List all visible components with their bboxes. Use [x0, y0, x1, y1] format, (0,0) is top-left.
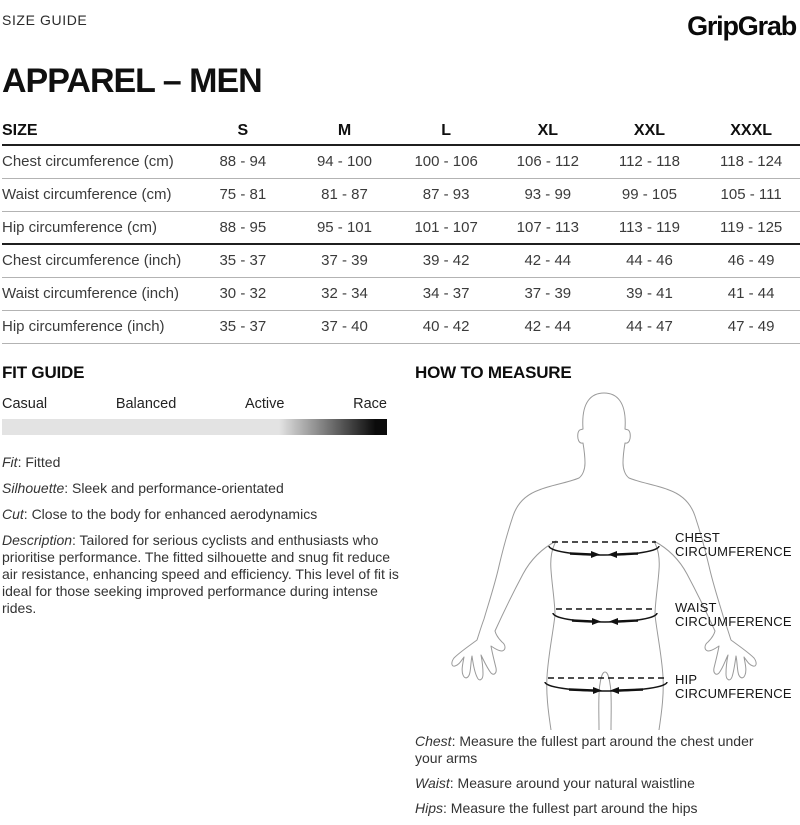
hip-circumference-label — [675, 673, 800, 702]
waist-measure-ellipse — [553, 609, 657, 625]
row-label: Waist circumference (cm) — [2, 178, 192, 211]
size-column-xxxl: XXXL — [700, 118, 800, 145]
fit-scale-label-active: Active — [244, 395, 285, 412]
table-row — [2, 244, 800, 277]
fit-guide-section — [2, 363, 402, 825]
size-value-cell: 88 - 95 — [192, 211, 294, 244]
size-value-cell: 37 - 39 — [294, 244, 396, 277]
chest-circumference-label — [675, 531, 800, 560]
row-label: Chest circumference (inch) — [2, 244, 192, 277]
measurement-instructions — [415, 733, 775, 817]
size-column-s: S — [192, 118, 294, 145]
size-value-cell: 88 - 94 — [192, 145, 294, 178]
size-value-cell: 40 - 42 — [395, 310, 497, 343]
size-column-xl: XL — [497, 118, 599, 145]
size-value-cell: 46 - 49 — [700, 244, 800, 277]
size-guide-table — [2, 118, 800, 344]
size-value-cell: 47 - 49 — [700, 310, 800, 343]
size-value-cell: 34 - 37 — [395, 277, 497, 310]
fit-scale-labels — [2, 396, 387, 412]
size-value-cell: 99 - 105 — [599, 178, 701, 211]
row-label: Waist circumference (inch) — [2, 277, 192, 310]
fit-attribute-label: Description — [2, 531, 73, 548]
size-value-cell: 100 - 106 — [395, 145, 497, 178]
row-label: Hip circumference (cm) — [2, 211, 192, 244]
size-column-xxl: XXL — [599, 118, 701, 145]
size-value-cell: 95 - 101 — [294, 211, 396, 244]
hip-circumference-label-line1: HIP — [675, 671, 698, 687]
fit-attributes — [2, 454, 402, 617]
measure-instruction-label: Chest — [415, 732, 452, 749]
size-value-cell: 37 - 40 — [294, 310, 396, 343]
table-row — [2, 277, 800, 310]
size-value-cell: 105 - 111 — [700, 178, 800, 211]
fit-guide-heading: FIT GUIDE — [2, 362, 85, 382]
page-header — [2, 10, 798, 52]
row-label: Hip circumference (inch) — [2, 310, 192, 343]
hip-circumference-label-line2: CIRCUMFERENCE — [675, 686, 792, 701]
breadcrumb: SIZE GUIDE — [2, 12, 88, 28]
fit-attribute: Fit: Fitted — [2, 453, 61, 470]
size-value-cell: 39 - 41 — [599, 277, 701, 310]
size-value-cell: 32 - 34 — [294, 277, 396, 310]
size-value-cell: 30 - 32 — [192, 277, 294, 310]
fit-attribute: Silhouette: Sleek and performance-orientated — [2, 479, 284, 496]
size-value-cell: 118 - 124 — [700, 145, 800, 178]
page-title: APPAREL – MEN — [2, 62, 262, 100]
waist-circumference-label-line2: CIRCUMFERENCE — [675, 614, 792, 629]
size-value-cell: 39 - 42 — [395, 244, 497, 277]
fit-attribute-label: Cut — [2, 505, 24, 522]
size-value-cell: 41 - 44 — [700, 277, 800, 310]
table-row — [2, 211, 800, 244]
how-to-measure-heading: HOW TO MEASURE — [415, 362, 572, 382]
size-value-cell: 35 - 37 — [192, 244, 294, 277]
size-value-cell: 94 - 100 — [294, 145, 396, 178]
measure-instruction: Waist: Measure around your natural waistline — [415, 774, 695, 791]
fit-scale-label-race: Race — [353, 395, 387, 412]
size-value-cell: 101 - 107 — [395, 211, 497, 244]
size-value-cell: 119 - 125 — [700, 211, 800, 244]
chest-circumference-label-line1: CHEST — [675, 529, 721, 545]
size-value-cell: 42 - 44 — [497, 244, 599, 277]
table-row — [2, 178, 800, 211]
size-value-cell: 81 - 87 — [294, 178, 396, 211]
fit-attribute-label: Fit — [2, 453, 18, 470]
size-value-cell: 93 - 99 — [497, 178, 599, 211]
fit-scale-label-casual: Casual — [2, 395, 48, 412]
fit-attribute: Description: Tailored for serious cyclists and enthusiasts who prioritise performance. The fitted silhouette and snug fit reduce air resistance, enhancing speed and efficiency. This level of fit is ideal for those seeking improved performance during intense rides. — [2, 531, 399, 616]
size-value-cell: 42 - 44 — [497, 310, 599, 343]
measure-instruction-label: Hips — [415, 799, 444, 816]
size-value-cell: 106 - 112 — [497, 145, 599, 178]
table-row — [2, 145, 800, 178]
size-column-header: SIZE — [2, 118, 192, 145]
row-label: Chest circumference (cm) — [2, 145, 192, 178]
fit-gradient-bar — [2, 419, 387, 435]
size-value-cell: 107 - 113 — [497, 211, 599, 244]
size-value-cell: 87 - 93 — [395, 178, 497, 211]
how-to-measure-section — [415, 363, 800, 825]
measurement-figure — [415, 385, 800, 730]
size-value-cell: 112 - 118 — [599, 145, 701, 178]
size-column-m: M — [294, 118, 396, 145]
size-value-cell: 44 - 46 — [599, 244, 701, 277]
size-value-cell: 44 - 47 — [599, 310, 701, 343]
measure-instruction: Chest: Measure the fullest part around the chest under your arms — [415, 732, 754, 766]
size-value-cell: 37 - 39 — [497, 277, 599, 310]
chest-circumference-label-line2: CIRCUMFERENCE — [675, 544, 792, 559]
table-row — [2, 310, 800, 343]
table-header-row — [2, 118, 800, 145]
size-value-cell: 75 - 81 — [192, 178, 294, 211]
chest-measure-ellipse — [549, 542, 659, 558]
fit-attribute-label: Silhouette — [2, 479, 65, 496]
waist-circumference-label-line1: WAIST — [675, 599, 717, 615]
fit-attribute: Cut: Close to the body for enhanced aerodynamics — [2, 505, 318, 522]
gripgrab-logo: GripGrab — [687, 11, 796, 41]
fit-scale-label-balanced: Balanced — [115, 395, 177, 412]
waist-circumference-label — [675, 601, 800, 630]
measure-instruction-label: Waist — [415, 774, 450, 791]
size-column-l: L — [395, 118, 497, 145]
size-value-cell: 113 - 119 — [599, 211, 701, 244]
hip-measure-ellipse — [545, 678, 667, 694]
size-value-cell: 35 - 37 — [192, 310, 294, 343]
measure-instruction: Hips: Measure the fullest part around the hips — [415, 799, 698, 816]
lower-section — [2, 363, 798, 825]
